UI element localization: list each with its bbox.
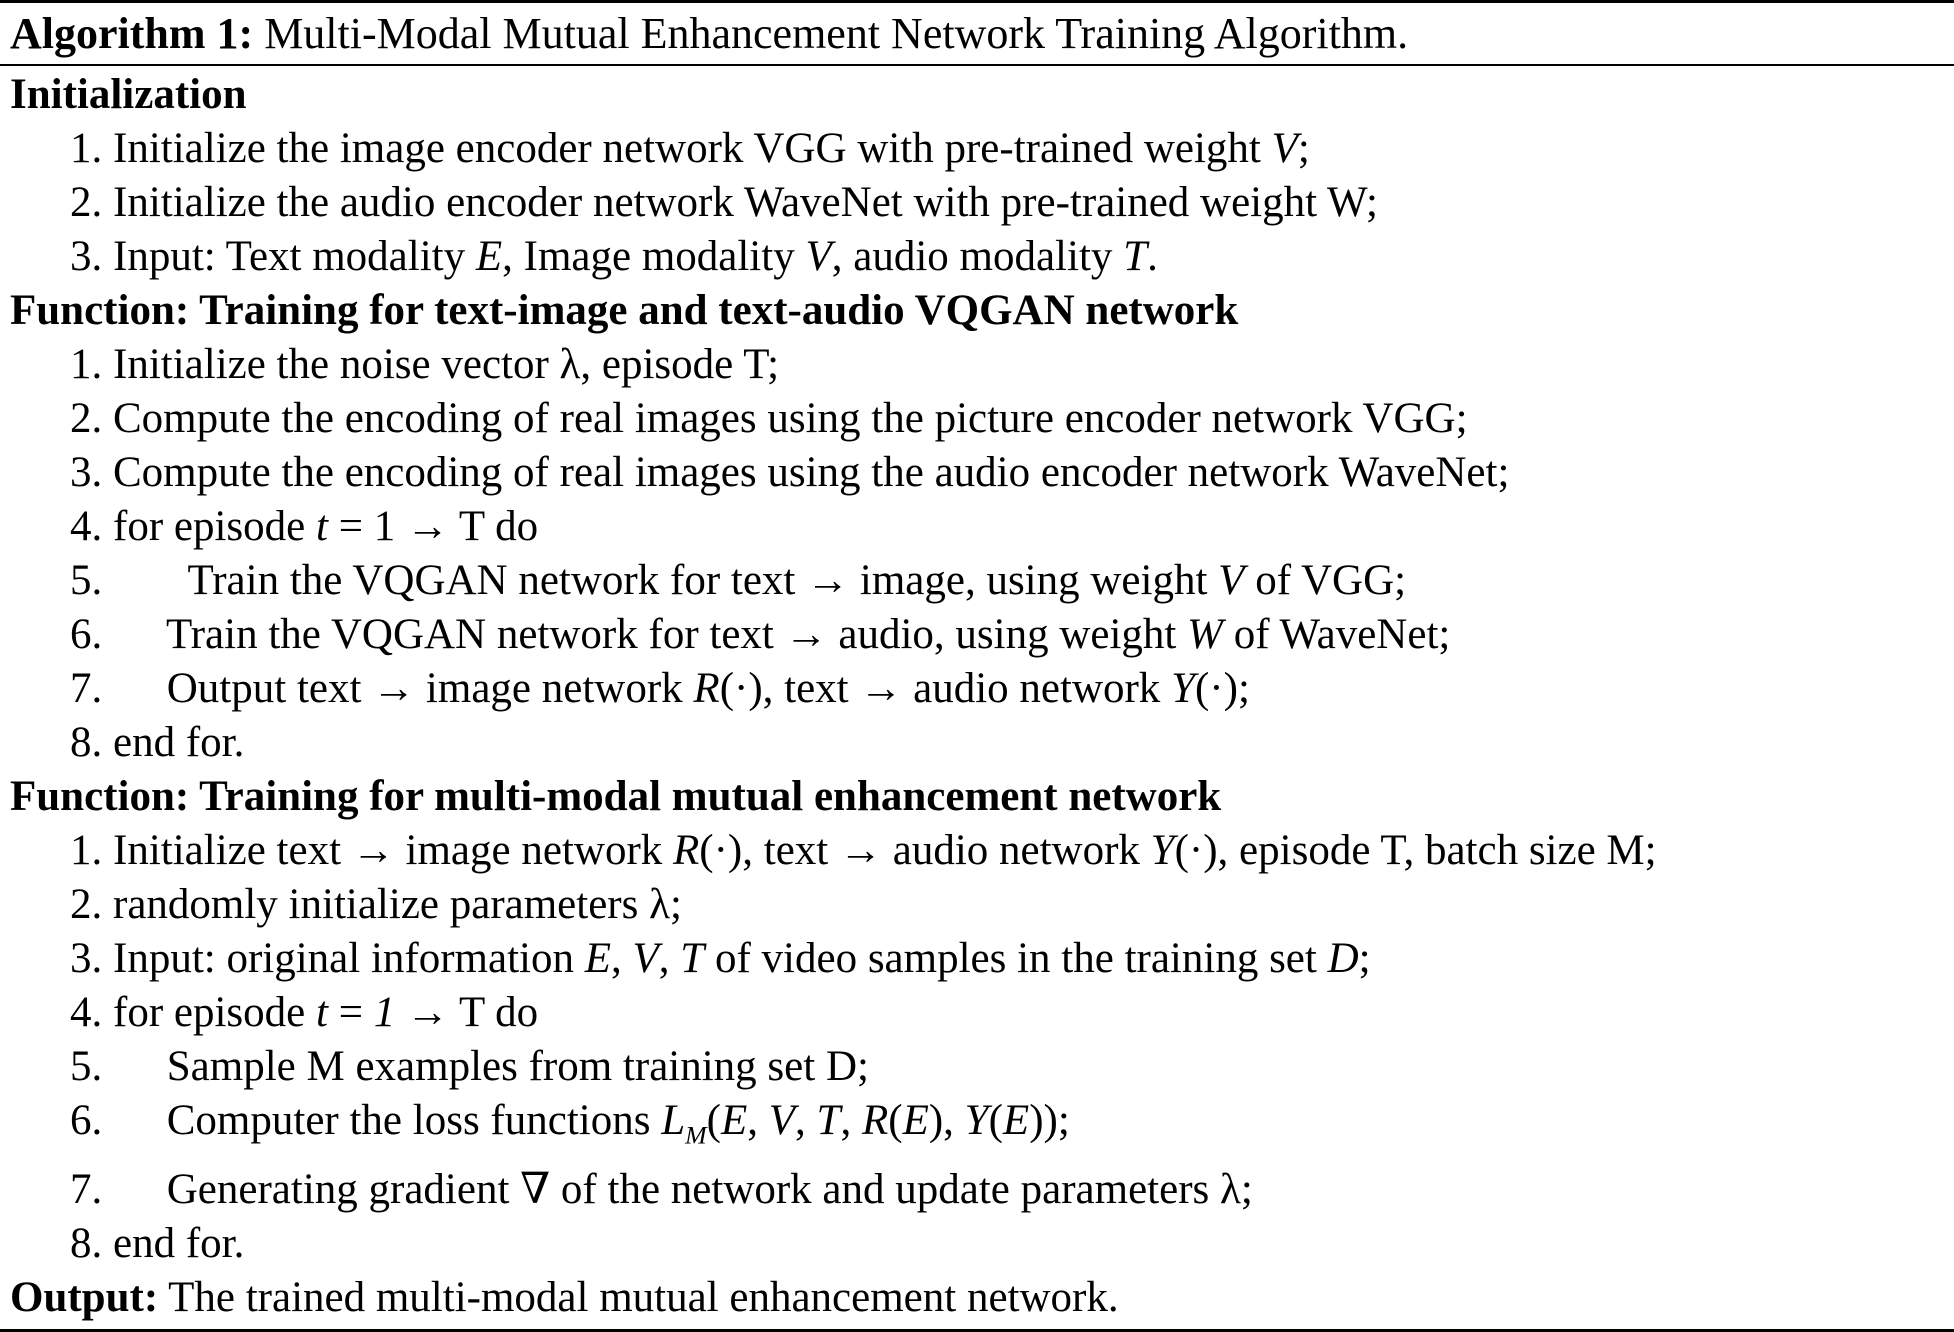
text-segment: , — [795, 1097, 817, 1144]
text-segment: R — [673, 827, 700, 874]
text-segment: (·), episode T, batch size M; — [1174, 827, 1657, 874]
text-segment: , — [658, 935, 681, 982]
text-segment: 4. for episode — [70, 503, 316, 550]
algorithm-step-line — [10, 554, 1944, 608]
text-segment: 8. end for. — [70, 1219, 245, 1267]
text-segment: R — [861, 1097, 889, 1144]
algorithm-heading-line — [10, 68, 1944, 122]
text-segment: R — [693, 665, 720, 712]
text-segment: 3. Input: original information — [70, 935, 585, 982]
text-segment: t — [316, 989, 328, 1036]
text-segment: 2. Initialize the audio encoder network WaveNet with pre-trained weight W; — [70, 179, 1378, 226]
text-segment: ( — [706, 1097, 721, 1144]
text-segment: T — [680, 935, 705, 982]
algorithm-step-line — [10, 1040, 1944, 1094]
text-segment: T — [1123, 233, 1148, 280]
text-segment: of VGG; — [1244, 557, 1407, 604]
text-segment: Y — [1171, 665, 1195, 712]
text-segment: Algorithm 1: — [10, 9, 254, 58]
text-segment: ( — [988, 1097, 1003, 1144]
text-segment: 6. Computer the loss functions — [70, 1097, 662, 1144]
text-segment: V — [1271, 125, 1298, 172]
text-segment: ( — [888, 1097, 903, 1144]
text-segment: 5. Sample M examples from training set D; — [70, 1043, 869, 1090]
text-segment: ; — [1297, 125, 1310, 172]
text-segment: 5. Train the VQGAN network for text → image, using weight — [70, 557, 1219, 604]
text-segment: Y — [1150, 827, 1175, 874]
text-segment: E — [902, 1097, 929, 1144]
algorithm-step-line — [10, 716, 1944, 770]
text-segment: = — [327, 989, 374, 1036]
algorithm-step-line — [10, 824, 1944, 878]
text-segment: V — [632, 935, 659, 982]
algorithm-step-line — [10, 662, 1944, 716]
text-segment: t — [316, 503, 328, 550]
text-segment: (·), text → audio network — [699, 827, 1151, 874]
text-segment: E — [475, 233, 503, 280]
algorithm-heading-line — [10, 1271, 1944, 1325]
algorithm-body — [0, 66, 1954, 1329]
algorithm-step-line — [10, 986, 1944, 1040]
text-segment: Initialization — [10, 71, 247, 118]
text-segment: ), — [928, 1097, 965, 1144]
text-segment: 7. Generating gradient ∇ of the network and update parameters λ; — [70, 1165, 1253, 1213]
text-segment: of video samples in the training set — [704, 935, 1328, 982]
text-segment: of WaveNet; — [1222, 611, 1451, 658]
text-segment: E — [584, 935, 612, 982]
text-segment: 3. Compute the encoding of real images using the audio encoder network WaveNet; — [70, 449, 1510, 496]
algorithm-step-line — [10, 230, 1944, 284]
text-segment: Output: — [10, 1273, 159, 1321]
text-segment: , Image modality — [502, 233, 806, 280]
text-segment: , — [611, 935, 633, 982]
text-segment: (·), text → audio network — [719, 665, 1172, 712]
text-segment: , audio modality — [831, 233, 1124, 280]
text-segment: 1. Initialize the image encoder network VGG with pre-trained weight — [70, 125, 1272, 172]
text-segment: V — [768, 1097, 796, 1144]
algorithm-step-line — [10, 122, 1944, 176]
algorithm-step-line — [10, 932, 1944, 986]
text-segment: 1. Initialize the noise vector λ, episode T; — [70, 341, 780, 388]
text-segment: , — [747, 1097, 769, 1144]
text-segment: 6. Train the VQGAN network for text → audio, using weight — [70, 611, 1188, 658]
algorithm-step-line — [10, 1094, 1944, 1163]
algorithm-step-line — [10, 392, 1944, 446]
text-segment: L — [661, 1097, 686, 1144]
algorithm-step-line — [10, 878, 1944, 932]
text-segment: 4. for episode — [70, 989, 316, 1036]
text-segment: The trained multi-modal mutual enhancement network. — [158, 1273, 1119, 1321]
text-segment: Function: Training for multi-modal mutual enhancement network — [10, 773, 1222, 820]
text-segment: 1. Initialize text → image network — [70, 827, 674, 874]
text-segment: Function: Training for text-image and text-audio VQGAN network — [10, 287, 1239, 334]
text-segment: 8. end for. — [70, 719, 245, 766]
algorithm-step-line — [10, 1217, 1944, 1271]
text-segment: → T do — [395, 989, 539, 1036]
text-segment: D — [1327, 935, 1359, 982]
algorithm-step-line — [10, 1163, 1944, 1217]
text-segment: 2. Compute the encoding of real images using the picture encoder network VGG; — [70, 395, 1468, 442]
text-segment: ; — [1358, 935, 1371, 982]
text-segment: Y — [964, 1097, 989, 1144]
text-segment: . — [1147, 233, 1158, 280]
algorithm-title — [0, 3, 1954, 66]
algorithm-heading-line — [10, 284, 1944, 338]
text-segment: T — [816, 1097, 841, 1144]
text-segment: 7. Output text → image network — [70, 665, 694, 712]
algorithm-step-line — [10, 608, 1944, 662]
text-segment: E — [720, 1097, 748, 1144]
math-subscript: M — [685, 1120, 707, 1150]
text-segment: )); — [1029, 1097, 1070, 1144]
text-segment: 2. randomly initialize parameters λ; — [70, 881, 682, 928]
text-segment: Multi-Modal Mutual Enhancement Network Training Algorithm. — [253, 9, 1409, 58]
algorithm-heading-line — [10, 770, 1944, 824]
text-segment: , — [840, 1097, 862, 1144]
algorithm-step-line — [10, 176, 1944, 230]
text-segment: E — [1002, 1097, 1030, 1144]
text-segment: (·); — [1194, 665, 1250, 712]
algorithm-step-line — [10, 338, 1944, 392]
text-segment: W — [1187, 611, 1223, 658]
text-segment: 3. Input: Text modality — [70, 233, 476, 280]
text-segment: V — [1218, 557, 1245, 604]
algorithm-step-line — [10, 500, 1944, 554]
text-segment: = 1 → T do — [327, 503, 539, 550]
text-segment: V — [805, 233, 832, 280]
text-segment: 1 — [373, 989, 396, 1036]
algorithm-step-line — [10, 446, 1944, 500]
